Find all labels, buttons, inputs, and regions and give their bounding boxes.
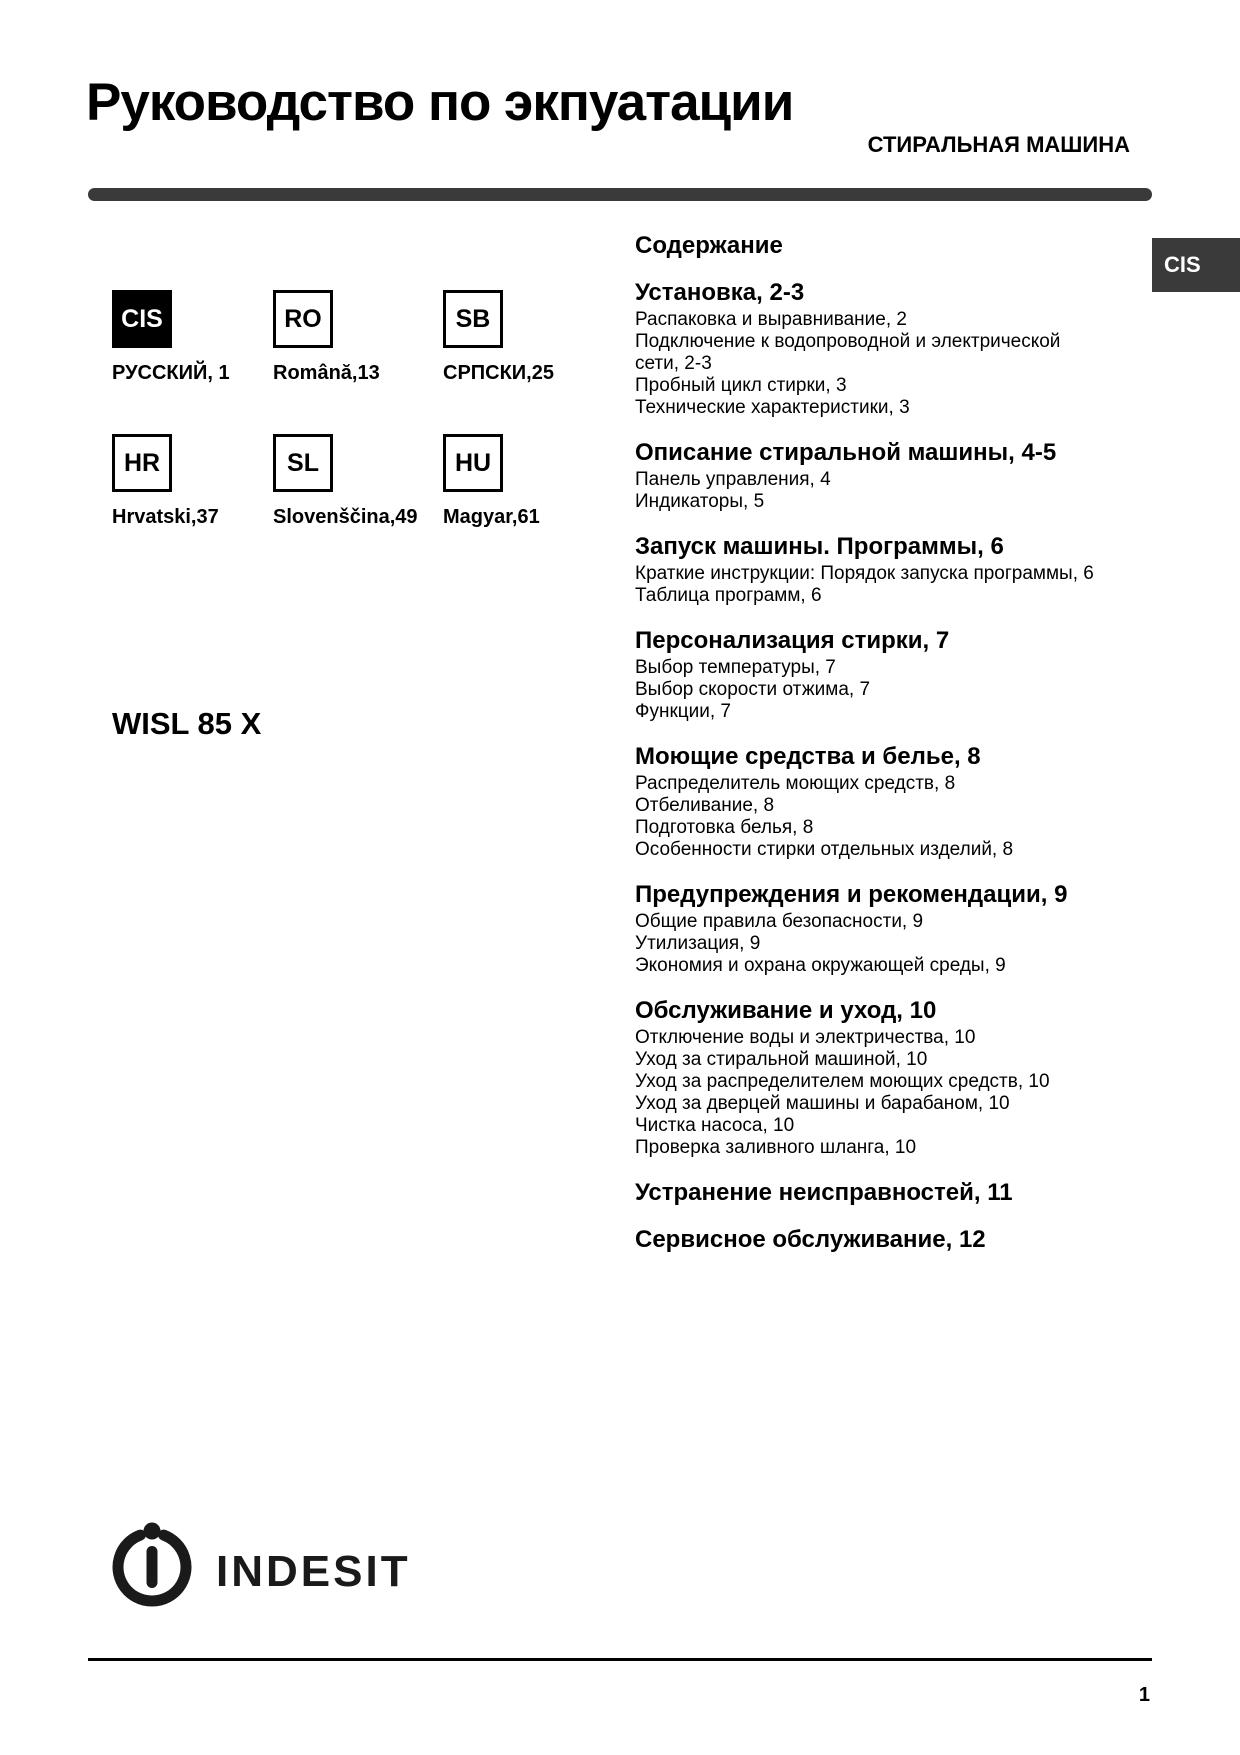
toc-section-title: Сервисное обслуживание, 12 [635,1226,986,1253]
language-entry-hu [443,434,540,529]
toc-item: Чистка насоса, 10 [635,1115,795,1136]
toc-item: Уход за стиральной машиной, 10 [635,1049,928,1070]
toc-item: Выбор температуры, 7 [635,657,836,678]
toc-item: Подключение к водопроводной и электрической [635,331,1061,352]
language-entry-ro [273,290,380,385]
header-divider-bar [88,188,1152,201]
toc-item: Таблица программ, 6 [635,585,822,606]
toc-section-title: Запуск машины. Программы, 6 [635,533,1004,560]
toc-item: Панель управления, 4 [635,469,831,490]
toc-section [635,744,1140,861]
toc-item: Уход за распределителем моющих средств, 10 [635,1071,1050,1092]
toc-item: Отбеливание, 8 [635,795,775,816]
language-code-box-cis: CIS [112,290,172,348]
toc-section-title: Моющие средства и белье, 8 [635,743,981,770]
toc-section [635,1227,1140,1253]
language-label: Hrvatski,37 [112,506,219,528]
language-entry-cis [112,290,230,385]
toc-item: Экономия и охрана окружающей среды, 9 [635,955,1006,976]
footer-divider [88,1658,1152,1661]
toc-item: Проверка заливного шланга, 10 [635,1137,917,1158]
toc-section [635,628,1140,723]
indesit-logo-text: INDESIT [216,1547,411,1596]
toc-section [635,280,1140,419]
page-title: Руководство по экпуатации [86,72,794,132]
toc-item: Особенности стирки отдельных изделий, 8 [635,839,1014,860]
toc-item: Общие правила безопасности, 9 [635,911,924,932]
page-number: 1 [1138,1684,1150,1706]
indesit-logo [110,1520,411,1610]
language-code-box-ro: RO [273,290,333,348]
language-label: РУССКИЙ, 1 [112,362,230,384]
toc-section-title: Персонализация стирки, 7 [635,627,950,654]
toc-item: Отключение воды и электричества, 10 [635,1027,976,1048]
toc-section [635,1180,1140,1206]
toc-section [635,998,1140,1159]
toc-sections [635,280,1140,1253]
toc-item: Краткие инструкции: Порядок запуска программы, 6 [635,563,1094,584]
language-label: Română,13 [273,362,380,384]
toc-item: Утилизация, 9 [635,933,761,954]
toc-item: Пробный цикл стирки, 3 [635,375,847,396]
toc-section-title: Обслуживание и уход, 10 [635,997,937,1024]
appliance-type-label: СТИРАЛЬНАЯ МАШИНА [867,132,1130,157]
language-code-box-hu: HU [443,434,503,492]
cis-side-tab: CIS [1152,238,1240,292]
toc-item: Распределитель моющих средств, 8 [635,773,956,794]
indesit-power-i-icon [110,1520,200,1610]
toc-item: Подготовка белья, 8 [635,817,814,838]
toc-item: сети, 2-3 [635,353,712,374]
toc-item: Индикаторы, 5 [635,491,765,512]
toc-section-title: Установка, 2-3 [635,279,805,306]
language-code-box-hr: HR [112,434,172,492]
language-label: Slovenščina,49 [273,506,418,528]
language-label: Magyar,61 [443,506,540,528]
language-entry-sb [443,290,554,385]
language-entry-sl [273,434,418,529]
toc-section-title: Устранение неисправностей, 11 [635,1179,1013,1206]
language-code-box-sb: SB [443,290,503,348]
toc-section [635,534,1140,607]
language-entry-hr [112,434,219,529]
table-of-contents [635,233,1140,1256]
language-label: СРПСКИ,25 [443,362,554,384]
toc-item: Функции, 7 [635,701,731,722]
toc-item: Уход за дверцей машины и барабаном, 10 [635,1093,1010,1114]
toc-item: Выбор скорости отжима, 7 [635,679,871,700]
toc-section-title: Предупреждения и рекомендации, 9 [635,881,1068,908]
toc-section-title: Описание стиральной машины, 4-5 [635,439,1057,466]
toc-item: Технические характеристики, 3 [635,397,910,418]
toc-heading: Содержание [635,232,783,259]
language-code-box-sl: SL [273,434,333,492]
toc-item: Распаковка и выравнивание, 2 [635,309,907,330]
model-number: WISL 85 X [112,706,262,741]
toc-section [635,882,1140,977]
toc-section [635,440,1140,513]
